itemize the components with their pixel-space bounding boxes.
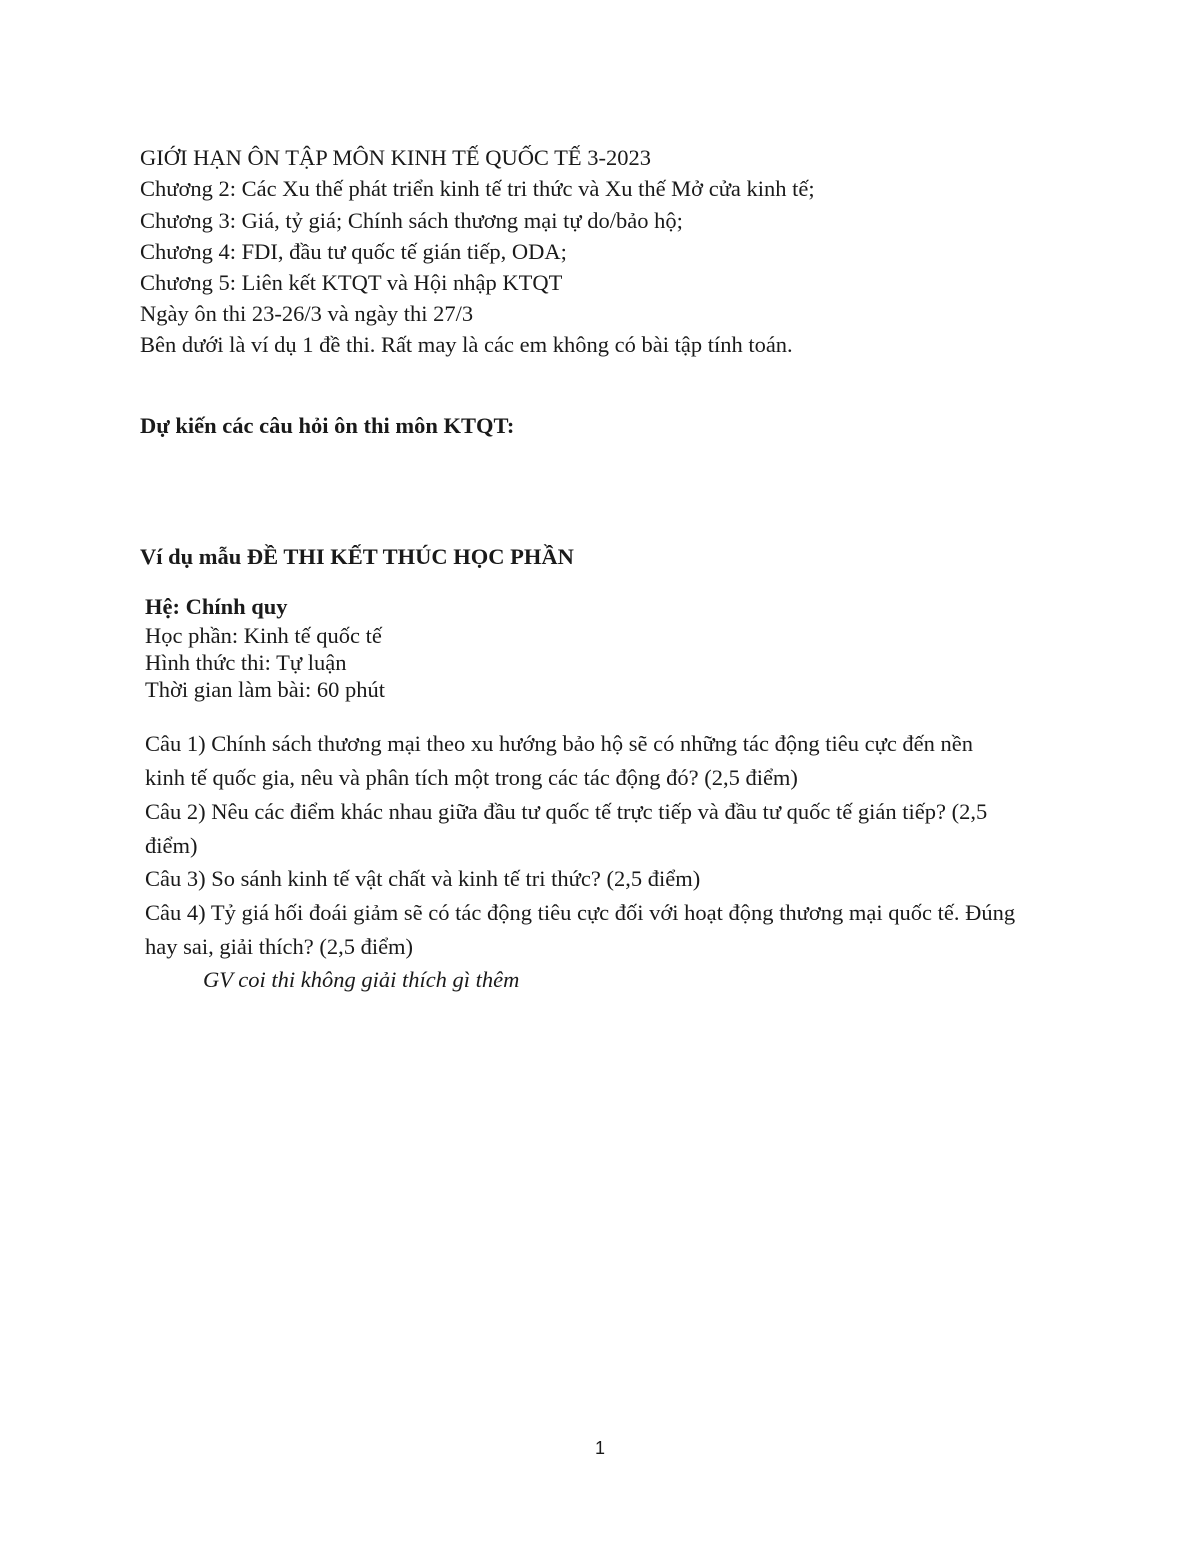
- page-number: 1: [594, 1438, 605, 1458]
- chapter-line: Chương 4: FDI, đầu tư quốc tế gián tiếp, ODA;: [140, 239, 567, 264]
- exam-duration: Thời gian làm bài: 60 phút: [145, 677, 385, 702]
- exam-system: Hệ: Chính quy: [145, 594, 288, 619]
- exam-format: Hình thức thi: Tự luận: [145, 650, 347, 675]
- question-line: hay sai, giải thích? (2,5 điểm): [145, 934, 414, 959]
- question-line: Câu 2) Nêu các điểm khác nhau giữa đầu tư quốc tế trực tiếp và đầu tư quốc tế gián tiếp? (2,5: [145, 799, 988, 824]
- document-title: GIỚI HẠN ÔN TẬP MÔN KINH TẾ QUỐC TẾ 3-2023: [140, 145, 652, 170]
- question-line: điểm): [145, 833, 198, 858]
- question-line: kinh tế quốc gia, nêu và phân tích một trong các tác động đó? (2,5 điểm): [145, 765, 798, 790]
- schedule-line: Ngày ôn thi 23-26/3 và ngày thi 27/3: [140, 301, 474, 326]
- note-line: Bên dưới là ví dụ 1 đề thi. Rất may là các em không có bài tập tính toán.: [140, 332, 793, 357]
- question-line: Câu 4) Tỷ giá hối đoái giảm sẽ có tác động tiêu cực đối với hoạt động thương mại quốc tế. Đúng: [145, 900, 1016, 925]
- exam-course: Học phần: Kinh tế quốc tế: [145, 623, 382, 648]
- question-line: Câu 1) Chính sách thương mại theo xu hướng bảo hộ sẽ có những tác động tiêu cực đến nền: [145, 731, 974, 756]
- chapter-line: Chương 5: Liên kết KTQT và Hội nhập KTQT: [140, 270, 563, 295]
- chapter-line: Chương 3: Giá, tỷ giá; Chính sách thương mại tự do/bảo hộ;: [140, 208, 683, 233]
- exam-title: Ví dụ mẫu ĐỀ THI KẾT THÚC HỌC PHẦN: [140, 544, 574, 569]
- question-line: Câu 3) So sánh kinh tế vật chất và kinh tế tri thức? (2,5 điểm): [145, 866, 701, 891]
- proctor-note: GV coi thi không giải thích gì thêm: [203, 967, 520, 992]
- chapter-line: Chương 2: Các Xu thế phát triển kinh tế tri thức và Xu thế Mở cửa kinh tế;: [140, 176, 815, 201]
- section-heading: Dự kiến các câu hỏi ôn thi môn KTQT:: [140, 413, 515, 438]
